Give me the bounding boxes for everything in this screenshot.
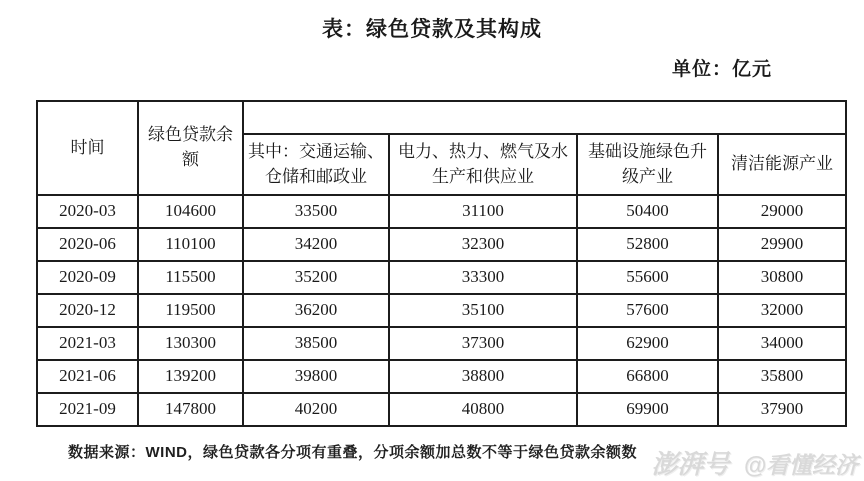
column-header-power: 电力、热力、燃气及水生产和供应业: [389, 134, 577, 195]
cell-power: 32300: [389, 228, 577, 261]
header-spacer-cell: [243, 101, 846, 134]
table-row: [37, 327, 846, 360]
table-row: [37, 261, 846, 294]
cell-infrastructure: 55600: [577, 261, 718, 294]
cell-balance: 104600: [138, 195, 243, 228]
cell-infrastructure: 50400: [577, 195, 718, 228]
cell-balance: 110100: [138, 228, 243, 261]
cell-transport: 40200: [243, 393, 389, 426]
cell-power: 37300: [389, 327, 577, 360]
cell-power: 38800: [389, 360, 577, 393]
page-title: 表：绿色贷款及其构成: [322, 18, 542, 41]
cell-clean-energy: 37900: [718, 393, 846, 426]
cell-time: 2021-09: [37, 393, 138, 426]
cell-time: 2021-03: [37, 327, 138, 360]
table-row: [37, 393, 846, 426]
cell-clean-energy: 29900: [718, 228, 846, 261]
table-row: [37, 195, 846, 228]
cell-transport: 34200: [243, 228, 389, 261]
cell-clean-energy: 29000: [718, 195, 846, 228]
cell-infrastructure: 52800: [577, 228, 718, 261]
cell-transport: 35200: [243, 261, 389, 294]
source-note: 数据来源：WIND，绿色贷款各分项有重叠，分项余额加总数不等于绿色贷款余额数: [68, 444, 637, 461]
watermark-account: @看懂经济: [743, 452, 858, 478]
cell-time: 2020-03: [37, 195, 138, 228]
cell-clean-energy: 30800: [718, 261, 846, 294]
cell-infrastructure: 62900: [577, 327, 718, 360]
cell-balance: 130300: [138, 327, 243, 360]
watermark-platform-logo: 澎湃号: [651, 449, 730, 479]
table-row: [37, 360, 846, 393]
cell-time: 2020-06: [37, 228, 138, 261]
cell-infrastructure: 66800: [577, 360, 718, 393]
column-header-time: 时间: [37, 101, 138, 195]
column-header-transport: 其中：交通运输、仓储和邮政业: [243, 134, 389, 195]
column-header-infrastructure: 基础设施绿色升级产业: [577, 134, 718, 195]
cell-infrastructure: 69900: [577, 393, 718, 426]
cell-transport: 36200: [243, 294, 389, 327]
cell-transport: 33500: [243, 195, 389, 228]
column-header-balance: 绿色贷款余额: [138, 101, 243, 195]
cell-time: 2020-12: [37, 294, 138, 327]
unit-label: 单位：亿元: [671, 59, 772, 80]
cell-clean-energy: 34000: [718, 327, 846, 360]
watermark: [652, 444, 858, 481]
cell-balance: 147800: [138, 393, 243, 426]
cell-transport: 39800: [243, 360, 389, 393]
table-row: [37, 294, 846, 327]
table-row: [37, 228, 846, 261]
cell-balance: 115500: [138, 261, 243, 294]
column-header-clean-energy: 清洁能源产业: [718, 134, 846, 195]
cell-power: 40800: [389, 393, 577, 426]
cell-power: 35100: [389, 294, 577, 327]
cell-transport: 38500: [243, 327, 389, 360]
cell-balance: 139200: [138, 360, 243, 393]
cell-infrastructure: 57600: [577, 294, 718, 327]
cell-power: 31100: [389, 195, 577, 228]
cell-clean-energy: 35800: [718, 360, 846, 393]
green-loans-table: [36, 100, 847, 427]
cell-time: 2021-06: [37, 360, 138, 393]
cell-time: 2020-09: [37, 261, 138, 294]
cell-power: 33300: [389, 261, 577, 294]
cell-balance: 119500: [138, 294, 243, 327]
cell-clean-energy: 32000: [718, 294, 846, 327]
